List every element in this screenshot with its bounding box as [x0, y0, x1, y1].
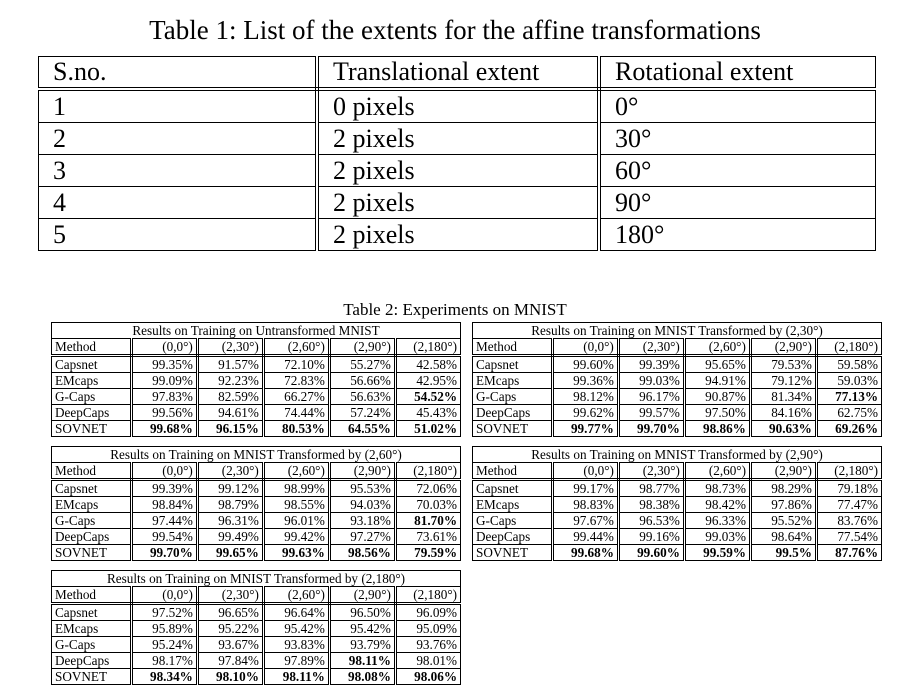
method-name: SOVNET	[52, 545, 132, 561]
accuracy-cell: 94.03%	[329, 497, 395, 513]
accuracy-cell: 96.50%	[329, 604, 395, 621]
column-header: (2,180°)	[816, 339, 881, 356]
table-row	[473, 480, 882, 497]
table-row	[473, 529, 882, 545]
accuracy-cell: 96.09%	[395, 604, 460, 621]
accuracy-cell: 72.83%	[263, 373, 329, 389]
accuracy-cell: 99.70%	[618, 421, 684, 437]
accuracy-cell: 90.87%	[684, 389, 750, 405]
accuracy-cell: 99.35%	[131, 356, 197, 373]
table1-cell: 0°	[599, 89, 876, 123]
method-name: G-Caps	[473, 389, 553, 405]
accuracy-cell: 98.10%	[197, 669, 263, 685]
accuracy-cell: 84.16%	[750, 405, 816, 421]
column-header: (2,30°)	[197, 463, 263, 480]
accuracy-cell: 98.06%	[414, 669, 457, 684]
block-title-row	[52, 447, 461, 463]
accuracy-cell: 99.39%	[618, 356, 684, 373]
accuracy-cell: 95.24%	[131, 637, 197, 653]
accuracy-cell: 59.03%	[816, 373, 881, 389]
table1-cell: 60°	[599, 155, 876, 187]
column-header: (2,180°)	[816, 463, 881, 480]
accuracy-cell: 95.09%	[395, 621, 460, 637]
column-header: Method	[52, 587, 132, 604]
table-row	[39, 187, 876, 219]
column-header: (2,60°)	[684, 339, 750, 356]
column-header: (2,180°)	[395, 339, 460, 356]
method-name: G-Caps	[52, 513, 132, 529]
column-header: (0,0°)	[552, 339, 618, 356]
accuracy-cell: 96.64%	[263, 604, 329, 621]
table1-header-cell: Translational extent	[317, 57, 599, 90]
table-row	[52, 356, 461, 373]
accuracy-cell: 66.27%	[263, 389, 329, 405]
table-row	[473, 389, 882, 405]
accuracy-cell: 82.59%	[197, 389, 263, 405]
accuracy-cell: 74.44%	[263, 405, 329, 421]
accuracy-cell: 98.99%	[263, 480, 329, 497]
accuracy-cell: 87.76%	[835, 545, 878, 560]
table1-cell: 2	[39, 123, 318, 155]
block-header-row	[52, 339, 461, 356]
column-header: Method	[473, 339, 553, 356]
results-block-untransformed	[51, 322, 461, 437]
accuracy-cell: 96.33%	[684, 513, 750, 529]
accuracy-cell: 79.18%	[816, 480, 881, 497]
accuracy-cell: 99.39%	[131, 480, 197, 497]
column-header: (2,90°)	[329, 339, 395, 356]
table1-header-cell: Rotational extent	[599, 57, 876, 90]
column-header: (2,60°)	[263, 587, 329, 604]
column-header: (2,180°)	[395, 463, 460, 480]
method-name: G-Caps	[52, 389, 132, 405]
table-row	[473, 513, 882, 529]
column-header: (2,180°)	[395, 587, 460, 604]
method-name: DeepCaps	[473, 529, 553, 545]
block-title-row	[473, 323, 882, 339]
table-row	[52, 637, 461, 653]
column-header: (2,90°)	[329, 463, 395, 480]
accuracy-cell: 98.34%	[131, 669, 197, 685]
block-title: Results on Training on Untransformed MNIST	[52, 323, 461, 339]
column-header: (2,30°)	[618, 463, 684, 480]
accuracy-cell: 99.70%	[131, 545, 197, 561]
method-name: DeepCaps	[473, 405, 553, 421]
column-header: (2,30°)	[618, 339, 684, 356]
method-name: DeepCaps	[52, 405, 132, 421]
column-header: (2,60°)	[263, 339, 329, 356]
accuracy-cell: 99.60%	[618, 545, 684, 561]
method-name: Capsnet	[473, 480, 553, 497]
column-header: (2,90°)	[750, 339, 816, 356]
accuracy-cell: 99.03%	[618, 373, 684, 389]
table1-cell: 2 pixels	[317, 155, 599, 187]
table-row	[52, 480, 461, 497]
accuracy-cell: 96.15%	[197, 421, 263, 437]
accuracy-cell: 96.31%	[197, 513, 263, 529]
method-name: SOVNET	[473, 545, 553, 561]
accuracy-cell: 62.75%	[816, 405, 881, 421]
results-block-2-60	[51, 446, 461, 561]
accuracy-cell: 72.06%	[395, 480, 460, 497]
table1-cell: 30°	[599, 123, 876, 155]
accuracy-cell: 94.61%	[197, 405, 263, 421]
table-row	[52, 389, 461, 405]
accuracy-cell: 99.68%	[131, 421, 197, 437]
accuracy-cell: 98.83%	[552, 497, 618, 513]
table-row	[52, 421, 461, 437]
accuracy-cell: 98.55%	[263, 497, 329, 513]
accuracy-cell: 95.53%	[329, 480, 395, 497]
accuracy-cell: 79.12%	[750, 373, 816, 389]
accuracy-cell: 99.16%	[618, 529, 684, 545]
column-header: Method	[52, 463, 132, 480]
method-name: G-Caps	[473, 513, 553, 529]
accuracy-cell: 97.84%	[197, 653, 263, 669]
accuracy-cell: 99.17%	[552, 480, 618, 497]
accuracy-cell: 64.55%	[329, 421, 395, 437]
block-title: Results on Training on MNIST Transformed by (2,60°)	[52, 447, 461, 463]
accuracy-cell: 45.43%	[395, 405, 460, 421]
table1-cell: 5	[39, 219, 318, 251]
accuracy-cell: 99.44%	[552, 529, 618, 545]
accuracy-cell: 99.12%	[197, 480, 263, 497]
method-name: EMcaps	[52, 497, 132, 513]
accuracy-cell: 93.67%	[197, 637, 263, 653]
accuracy-cell: 73.61%	[395, 529, 460, 545]
accuracy-cell: 98.01%	[395, 653, 460, 669]
table-row	[39, 155, 876, 187]
accuracy-cell: 93.79%	[329, 637, 395, 653]
block-title: Results on Training on MNIST Transformed by (2,30°)	[473, 323, 882, 339]
table-row	[52, 545, 461, 561]
accuracy-cell: 98.08%	[329, 669, 395, 685]
accuracy-cell: 99.03%	[684, 529, 750, 545]
block-title: Results on Training on MNIST Transformed by (2,90°)	[473, 447, 882, 463]
accuracy-cell: 99.60%	[552, 356, 618, 373]
results-block-2-90	[472, 446, 882, 561]
accuracy-cell: 77.54%	[816, 529, 881, 545]
method-name: EMcaps	[52, 621, 132, 637]
accuracy-cell: 99.54%	[131, 529, 197, 545]
accuracy-cell: 95.42%	[263, 621, 329, 637]
method-name: SOVNET	[52, 669, 132, 685]
table-row	[473, 356, 882, 373]
accuracy-cell: 51.02%	[414, 421, 457, 436]
method-name: DeepCaps	[52, 529, 132, 545]
column-header: (2,60°)	[263, 463, 329, 480]
column-header: (0,0°)	[552, 463, 618, 480]
table1-cell: 1	[39, 89, 318, 123]
accuracy-cell: 97.50%	[684, 405, 750, 421]
accuracy-cell: 69.26%	[835, 421, 878, 436]
accuracy-cell: 93.83%	[263, 637, 329, 653]
accuracy-cell: 55.27%	[329, 356, 395, 373]
accuracy-cell: 99.49%	[197, 529, 263, 545]
table1	[38, 56, 876, 251]
accuracy-cell: 59.58%	[816, 356, 881, 373]
accuracy-cell: 96.17%	[618, 389, 684, 405]
results-block-2-180	[51, 570, 461, 685]
accuracy-cell: 99.68%	[552, 545, 618, 561]
table-row	[52, 669, 461, 685]
method-name: EMcaps	[473, 373, 553, 389]
method-name: Capsnet	[52, 480, 132, 497]
accuracy-cell: 98.64%	[750, 529, 816, 545]
accuracy-cell: 80.53%	[263, 421, 329, 437]
method-name: Capsnet	[473, 356, 553, 373]
accuracy-cell: 57.24%	[329, 405, 395, 421]
column-header: (0,0°)	[131, 463, 197, 480]
table1-cell: 90°	[599, 187, 876, 219]
accuracy-cell: 91.57%	[197, 356, 263, 373]
accuracy-cell: 98.56%	[329, 545, 395, 561]
accuracy-cell: 95.22%	[197, 621, 263, 637]
accuracy-cell: 81.70%	[395, 513, 460, 529]
accuracy-cell: 42.58%	[395, 356, 460, 373]
column-header: Method	[52, 339, 132, 356]
table1-cell: 2 pixels	[317, 123, 599, 155]
accuracy-cell: 98.11%	[329, 653, 395, 669]
accuracy-cell: 99.5%	[750, 545, 816, 561]
accuracy-cell: 92.23%	[197, 373, 263, 389]
block-header-row	[52, 587, 461, 604]
accuracy-cell: 79.53%	[750, 356, 816, 373]
accuracy-cell: 90.63%	[750, 421, 816, 437]
accuracy-cell: 95.65%	[684, 356, 750, 373]
accuracy-cell: 72.10%	[263, 356, 329, 373]
accuracy-cell: 98.77%	[618, 480, 684, 497]
block-header-row	[52, 463, 461, 480]
table1-cell: 0 pixels	[317, 89, 599, 123]
accuracy-cell: 99.36%	[552, 373, 618, 389]
table-row	[52, 513, 461, 529]
accuracy-cell: 99.63%	[263, 545, 329, 561]
accuracy-cell: 98.73%	[684, 480, 750, 497]
accuracy-cell: 99.42%	[263, 529, 329, 545]
column-header: (0,0°)	[131, 339, 197, 356]
table1-cell: 2 pixels	[317, 219, 599, 251]
column-header: (2,90°)	[750, 463, 816, 480]
accuracy-cell: 97.89%	[263, 653, 329, 669]
accuracy-cell: 98.29%	[750, 480, 816, 497]
accuracy-cell: 42.95%	[395, 373, 460, 389]
table1-header-cell: S.no.	[39, 57, 318, 90]
method-name: G-Caps	[52, 637, 132, 653]
table-row	[52, 497, 461, 513]
column-header: (2,30°)	[197, 339, 263, 356]
accuracy-cell: 99.09%	[131, 373, 197, 389]
accuracy-cell: 83.76%	[816, 513, 881, 529]
accuracy-cell: 77.47%	[816, 497, 881, 513]
accuracy-cell: 56.66%	[329, 373, 395, 389]
table2-caption: Table 2: Experiments on MNIST	[343, 300, 567, 319]
column-header: (2,90°)	[329, 587, 395, 604]
table1-cell: 4	[39, 187, 318, 219]
accuracy-cell: 97.52%	[131, 604, 197, 621]
accuracy-cell: 95.52%	[750, 513, 816, 529]
table-row	[52, 653, 461, 669]
accuracy-cell: 98.12%	[552, 389, 618, 405]
column-header: (0,0°)	[131, 587, 197, 604]
accuracy-cell: 97.67%	[552, 513, 618, 529]
table1-cell: 2 pixels	[317, 187, 599, 219]
accuracy-cell: 99.59%	[684, 545, 750, 561]
table-row	[52, 604, 461, 621]
accuracy-cell: 97.27%	[329, 529, 395, 545]
table1-caption: Table 1: List of the extents for the affine transformations	[149, 15, 761, 45]
table-row	[52, 373, 461, 389]
table-row	[52, 621, 461, 637]
accuracy-cell: 98.86%	[684, 421, 750, 437]
accuracy-cell: 77.13%	[816, 389, 881, 405]
method-name: DeepCaps	[52, 653, 132, 669]
table1-header-row	[39, 57, 876, 90]
accuracy-cell: 96.01%	[263, 513, 329, 529]
accuracy-cell: 97.83%	[131, 389, 197, 405]
block-header-row	[473, 339, 882, 356]
table-row	[39, 219, 876, 251]
block-title: Results on Training on MNIST Transformed by (2,180°)	[52, 571, 461, 587]
accuracy-cell: 98.17%	[131, 653, 197, 669]
method-name: SOVNET	[52, 421, 132, 437]
table-row	[473, 497, 882, 513]
accuracy-cell: 97.86%	[750, 497, 816, 513]
table1-cell: 180°	[615, 219, 665, 249]
block-header-row	[473, 463, 882, 480]
method-name: EMcaps	[52, 373, 132, 389]
block-title-row	[52, 323, 461, 339]
accuracy-cell: 94.91%	[684, 373, 750, 389]
accuracy-cell: 98.11%	[263, 669, 329, 685]
results-block-2-30	[472, 322, 882, 437]
column-header: (2,30°)	[197, 587, 263, 604]
accuracy-cell: 98.79%	[197, 497, 263, 513]
table1-cell: 3	[39, 155, 318, 187]
accuracy-cell: 96.65%	[197, 604, 263, 621]
table-row	[52, 529, 461, 545]
table-row	[52, 405, 461, 421]
accuracy-cell: 99.62%	[552, 405, 618, 421]
accuracy-cell: 93.76%	[395, 637, 460, 653]
accuracy-cell: 99.77%	[552, 421, 618, 437]
accuracy-cell: 81.34%	[750, 389, 816, 405]
accuracy-cell: 99.65%	[197, 545, 263, 561]
accuracy-cell: 54.52%	[395, 389, 460, 405]
accuracy-cell: 96.53%	[618, 513, 684, 529]
table-row	[39, 123, 876, 155]
table-row	[39, 89, 876, 123]
column-header: (2,60°)	[684, 463, 750, 480]
accuracy-cell: 70.03%	[395, 497, 460, 513]
accuracy-cell: 93.18%	[329, 513, 395, 529]
accuracy-cell: 99.57%	[618, 405, 684, 421]
accuracy-cell: 95.89%	[131, 621, 197, 637]
method-name: Capsnet	[52, 604, 132, 621]
accuracy-cell: 79.59%	[414, 545, 457, 560]
accuracy-cell: 98.38%	[618, 497, 684, 513]
accuracy-cell: 98.84%	[131, 497, 197, 513]
table-row	[473, 545, 882, 561]
accuracy-cell: 97.44%	[131, 513, 197, 529]
accuracy-cell: 95.42%	[329, 621, 395, 637]
method-name: Capsnet	[52, 356, 132, 373]
accuracy-cell: 56.63%	[329, 389, 395, 405]
block-title-row	[473, 447, 882, 463]
method-name: SOVNET	[473, 421, 553, 437]
accuracy-cell: 98.42%	[684, 497, 750, 513]
block-title-row	[52, 571, 461, 587]
table-row	[473, 373, 882, 389]
table-row	[473, 405, 882, 421]
table-row	[473, 421, 882, 437]
accuracy-cell: 99.56%	[131, 405, 197, 421]
column-header: Method	[473, 463, 553, 480]
method-name: EMcaps	[473, 497, 553, 513]
